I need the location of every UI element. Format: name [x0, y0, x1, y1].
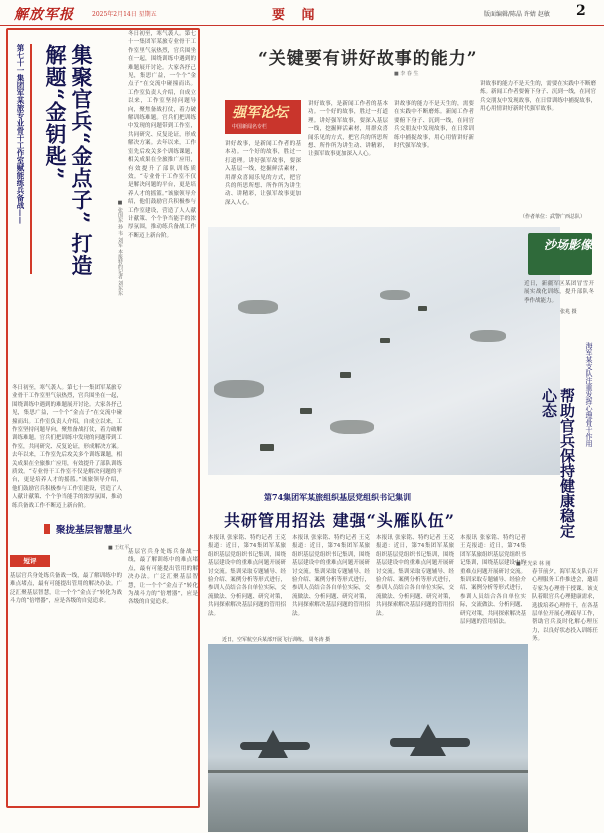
- decorative-divider: [30, 44, 32, 274]
- article-headline: 集聚官兵“金点子” 打造解题“金钥匙”: [43, 44, 94, 277]
- section-marker: [44, 524, 50, 534]
- bottom-article-headline: 共研管用招法 建强“头雁队伍”: [224, 511, 455, 530]
- commentary-body: 基层官兵身处练兵备战一线，最了解训练中的难点堵点，最有可能提出管用的解决办法。广泛汇聚基层智慧，让一个个“金点子”转化为战斗力的“倍增器”，应是各级的自觉追求。: [10, 573, 122, 605]
- bottom-article-column-3: 本报讯 张家铭、特约记者 王克报道：近日，第74集团军某旅组织基层党组织书记集训，围绕基层建设中的重难点问题开展研讨交流。集训采取专题辅导、经验介绍、案例分析等形式进行，参训人员结合各自单位实际，交流做法、分析问题、研究对策，共同探索解决基层问题的管用招法。: [376, 535, 454, 617]
- tree-cluster: [214, 380, 264, 398]
- article-body-column-1: 冬日初至，寒气袭人。第七十一集团军某旅专业骨干工作室里气氛热烈，官兵围坐在一起，围绕训练中遇到的难题展开讨论。大家各抒己见，集思广益，一个个“金点子”在交流中碰撞而出。工作室负责人介绍，自成立以来，工作室坚持问题导向，聚焦备战打仗，着力破解训练难题。官兵们把训练中发现的问题带到工作室，共同研究、反复论证，形成解决方案。去年以来，工作室先后攻关多个训练课题，相关成果在全旅推广应用，有效提升了部队训练质效。“专业骨干工作室不仅是解决问题的平台，更是培养人才的摇篮。”该旅领导介绍，他们鼓励官兵积极参与工作室建设，营造了人人献计献策、个个争当能手的浓厚氛围，推动练兵备战工作不断迈上新台阶。: [128, 31, 196, 239]
- tree-cluster: [470, 330, 506, 342]
- photo-section-badge-title: 沙场影像: [544, 238, 593, 252]
- military-truck: [380, 338, 390, 343]
- bottom-article-column-4: 本报讯 张家铭、特约记者 王克报道：近日，第74集团军某旅组织基层党组织书记集训，围绕基层建设中的重难点问题开展研讨交流。集训采取专题辅导、经验介绍、案例分析等形式进行，参训人员结合各自单位实际，交流做法、分析问题、研究对策，共同探索解决基层问题的管用招法。: [460, 535, 526, 626]
- bottom-article-column-1: 本报讯 张家铭、特约记者 王克报道：近日，第74集团军某旅组织基层党组织书记集训，围绕基层建设中的重难点问题开展研讨交流。集训采取专题辅导、经验介绍、案例分析等形式进行，参训人员结合各自单位实际，交流做法、分析问题、研究对策，共同探索解决基层问题的管用招法。: [208, 535, 286, 617]
- banner-body-column-3: 讲故事的能力不是天生的，需要在实践中不断磨炼。新闻工作者要俯下身子、沉到一线，在同官兵交朋友中发现故事，在日常训练中捕捉故事，用心用情讲好新时代强军故事。: [394, 101, 474, 150]
- article-body-column-2: 冬日初至，寒气袭人。第七十一集团军某旅专业骨干工作室里气氛热烈，官兵围坐在一起，围绕训练中遇到的难题展开讨论。大家各抒己见，集思广益，一个个“金点子”在交流中碰撞而出。工作室负责人介绍，自成立以来，工作室坚持问题导向，聚焦备战打仗，着力破解训练难题。官兵们把训练中发现的问题带到工作室，共同研究、反复论证，形成解决方案。去年以来，工作室先后攻关多个训练课题，相关成果在全旅推广应用，有效提升了部队训练质效。“专业骨干工作室不仅是解决问题的平台，更是培养人才的摇篮。”该旅领导介绍，他们鼓励官兵积极参与工作室建设，营造了人人献计献策、个个争当能手的浓厚氛围，推动练兵备战工作不断迈上新台阶。: [12, 385, 122, 508]
- commentary-label: 短评: [10, 555, 50, 567]
- side-article-headline: 帮助官兵保持健康稳定心态: [540, 388, 576, 538]
- commentary-byline: ■ 王红平: [108, 545, 130, 551]
- military-truck: [260, 444, 274, 451]
- military-truck: [340, 372, 351, 378]
- side-article-subtitle: 海军某支队注重发挥心理骨干作用: [585, 342, 593, 447]
- commentary-body-2: 基层官兵身处练兵备战一线，最了解训练中的难点堵点，最有可能提出管用的解决办法。广泛汇聚基层智慧，让一个个“金点子”转化为战斗力的“倍增器”，应是各级的自觉追求。: [128, 549, 198, 606]
- banner-body-column-2: 讲好故事，是新闻工作者的基本功。一个好的故事，胜过一打道理。讲好强军故事，要深入基层一线，挖掘鲜活素材，用群众喜闻乐见的方式，把官兵的所思所想、所作所为讲生动、讲精彩，让强军故事更加深入人心。: [308, 101, 388, 158]
- military-truck: [418, 306, 427, 311]
- photo-caption: 近日，新疆军区某团冒雪开展实战化训练，提升部队冬季作战能力。: [524, 281, 594, 304]
- tree-cluster: [380, 290, 410, 300]
- runway-line: [208, 770, 528, 773]
- military-truck: [300, 408, 312, 414]
- snow-training-photo[interactable]: [208, 227, 560, 475]
- photo-credit: 张兆 摄: [560, 309, 577, 315]
- bottom-article-column-2: 本报讯 张家铭、特约记者 王克报道：近日，第74集团军某旅组织基层党组织书记集训，围绕基层建设中的重难点问题开展研讨交流。集训采取专题辅导、经验介绍、案例分析等形式进行，参训人员结合各自单位实际，交流做法、分析问题、研究对策，共同探索解决基层问题的管用招法。: [292, 535, 370, 617]
- banner-headline: “关键要有讲好故事的能力”: [258, 49, 478, 69]
- banner-byline: ■ 李 春 生: [394, 71, 419, 77]
- jet-photo-caption: 近日，空军航空兵某部开展飞行训练。 周冬涛 摄: [222, 637, 331, 643]
- tree-cluster: [238, 300, 278, 314]
- banner-body-column-1: 讲好故事，是新闻工作者的基本功。一个好的故事，胜过一打道理。讲好强军故事，要深入基层一线，挖掘鲜活素材，用群众喜闻乐见的方式，把官兵的所思所想、所作所为讲生动、讲精彩，让强军故事更加深入人心。: [225, 141, 301, 206]
- banner-author: （作者单位：武警广西总队）: [520, 214, 586, 220]
- article-subtitle: 第七十一集团军某旅专业骨干工作室赋能练兵备战——: [16, 44, 25, 224]
- edition-editors: 版面编辑/陈晶 许婧 赵敏: [484, 11, 550, 18]
- page-number: 2: [576, 3, 586, 19]
- newspaper-logo: 解放军报: [14, 7, 74, 23]
- section-title: 要 闻: [272, 8, 321, 23]
- article-byline: ■ 张国东 孙 韦 刘军 本报特约记者 刘东东: [117, 200, 123, 296]
- column-badge-subtitle: 中国新闻名专栏: [232, 124, 268, 130]
- bottom-article-kicker: 第74集团军某旅组织基层党组织书记集训: [264, 492, 412, 502]
- side-article-byline: ■ 王光荣 林 刚: [516, 561, 551, 567]
- column-badge-title: 强军论坛: [232, 105, 288, 121]
- side-article-body: 春节前夕，海军某支队召开心理服务工作推进会，邀请专家为心理骨干授课。该支队着眼官兵心理健康需求，选拔培养心理骨干，在各基层单位开展心理疏导工作，帮助官兵及时化解心理压力，以良好状态投入训练任务。: [532, 569, 598, 643]
- commentary-title: 聚拢基层智慧星火: [56, 525, 133, 536]
- banner-body-column-4: 讲故事的能力不是天生的，需要在实践中不断磨炼。新闻工作者要俯下身子、沉到一线，在同官兵交朋友中发现故事，在日常训练中捕捉故事，用心用情讲好新时代强军故事。: [480, 81, 596, 113]
- issue-date: 2025年2月14日 星期五: [92, 11, 157, 18]
- jet-training-photo[interactable]: [208, 644, 528, 832]
- tree-cluster: [330, 420, 374, 434]
